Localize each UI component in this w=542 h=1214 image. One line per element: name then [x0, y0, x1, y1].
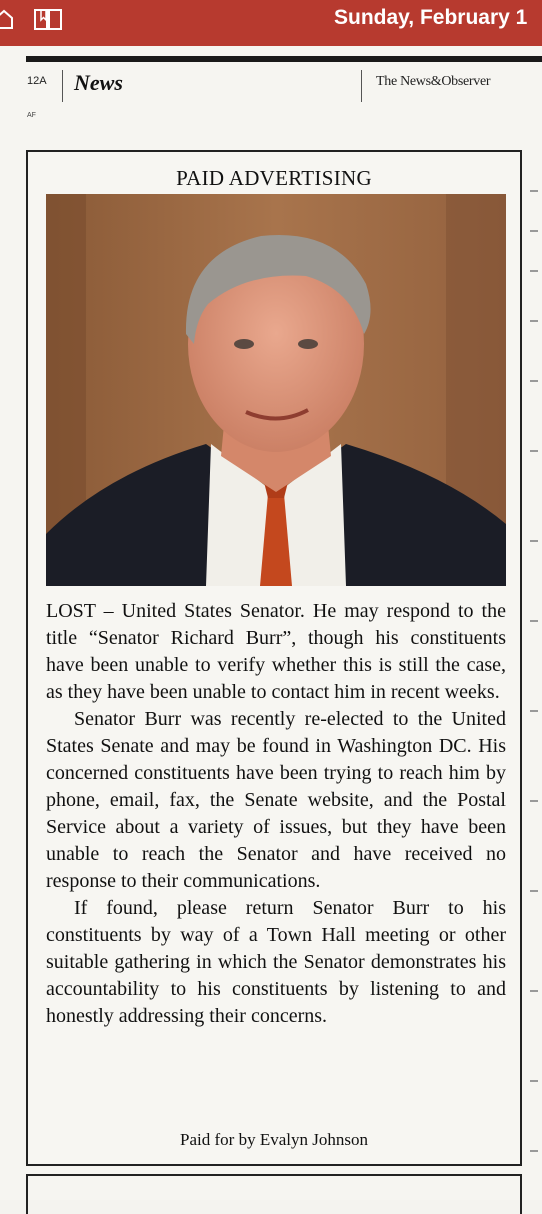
masthead-logo: The News&Observer [376, 74, 491, 89]
paid-advertisement [26, 150, 522, 1166]
ad-paragraph: If found, please return Senator Burr to his constituents by way of a Town Hall meeting or other suitable gathering in which the Senator demonstrates his accountability to his constituents by listening to and honestly addressing their concerns. [46, 897, 506, 1027]
ad-body [46, 598, 506, 1030]
divider [62, 70, 63, 102]
ad-credit: Paid for by Evalyn Johnson [180, 1130, 368, 1149]
newspaper-page [0, 46, 542, 1200]
divider [361, 70, 362, 102]
ad-heading: PAID ADVERTISING [176, 166, 372, 190]
home-icon[interactable] [0, 8, 14, 30]
portrait-image [46, 194, 506, 586]
next-article-box [26, 1174, 522, 1214]
senator-photo [46, 194, 506, 586]
ad-paragraph: Senator Burr was recently re-elected to the United States Senate and may be found in Washington DC. His concerned constituents have been trying to reach him by phone, email, fax, the Senate website, and the Postal Service about a variety of issues, but they have been unable to reach the Senator and have received no response to their communications. [46, 708, 506, 892]
ad-paragraph: LOST – United States Senator. He may respond to the title “Senator Richard Burr”, though his constituents have been unable to verify whether this is still the case, as they have been unable to contact him in recent weeks. [46, 600, 506, 703]
header-rule [26, 56, 542, 62]
issue-date: Sunday, February 1 [334, 6, 528, 29]
page-number: 12A [27, 75, 47, 87]
edition-code: AF [27, 112, 36, 119]
section-title: News [74, 70, 123, 95]
app-top-bar [0, 0, 542, 46]
book-icon[interactable] [32, 6, 64, 32]
adjacent-column [528, 150, 542, 1190]
